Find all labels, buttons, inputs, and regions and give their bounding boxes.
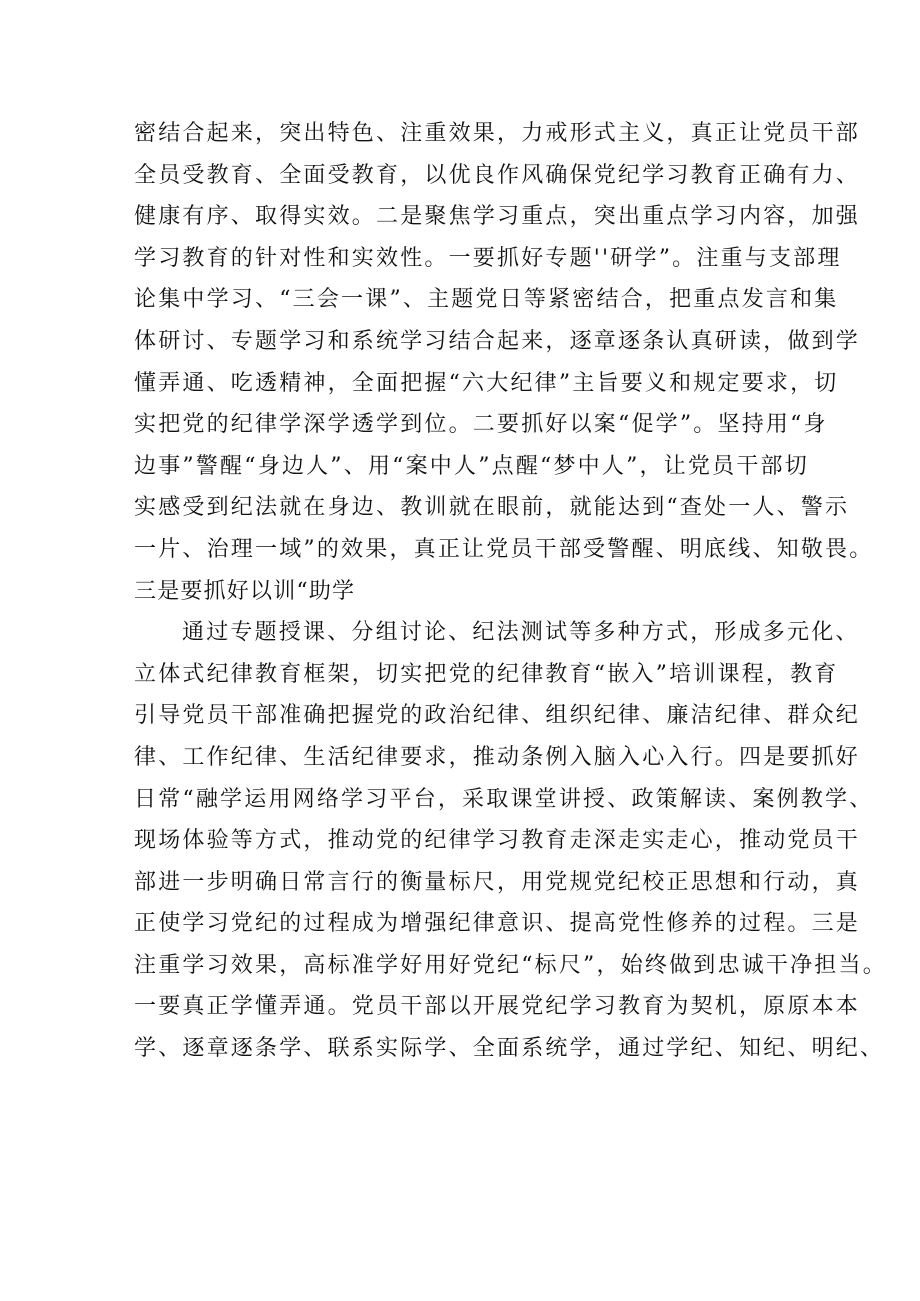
text-line: 实感受到纪法就在身边、教训就在眼前，就能达到“查处一人、警示 xyxy=(134,495,850,521)
text-line: 正使学习党纪的过程成为增强纪律意识、提高党性修养的过程。三是 xyxy=(134,911,861,937)
text-line: 日常“融学运用网络学习平台，采取课堂讲授、政策解读、案例教学、 xyxy=(134,786,874,812)
text-line: 一要真正学懂弄通。党员干部以开展党纪学习教育为契机，原原本本 xyxy=(134,994,861,1020)
text-line: 三是要抓好以训“助学 xyxy=(134,578,356,604)
text-line: 现场体验等方式，推动党的纪律学习教育走深走实走心，推动党员干 xyxy=(134,828,861,854)
text-line: 律、工作纪律、生活纪律要求，推动条例入脑入心入行。四是要抓好 xyxy=(134,744,861,770)
text-line: 健康有序、取得实效。二是聚焦学习重点，突出重点学习内容，加强 xyxy=(134,204,861,230)
text-line: 注重学习效果，高标准学好用好党纪“标尺”，始终做到忠诚干净担当。 xyxy=(134,952,887,978)
text-line: 引导党员干部准确把握党的政治纪律、组织纪律、廉洁纪律、群众纪 xyxy=(134,703,861,729)
text-line: 论集中学习、“三会一课”、主题党日等紧密结合，把重点发言和集 xyxy=(134,287,839,313)
text-line: 部进一步明确日常言行的衡量标尺，用党规党纪校正思想和行动，真 xyxy=(134,869,861,895)
text-line: 实把党的纪律学深学透学到位。二要抓好以案“促学”。坚持用“身 xyxy=(134,412,828,438)
text-line: 密结合起来，突出特色、注重效果，力戒形式主义，真正让党员干部 xyxy=(134,121,861,146)
text-line: 学、逐章逐条学、联系实际学、全面系统学，通过学纪、知纪、明纪、 xyxy=(134,1036,885,1062)
text-line: 体研讨、专题学习和系统学习结合起来，逐章逐条认真研读，做到学 xyxy=(134,328,861,354)
text-line: 学习教育的针对性和实效性。一要抓好专题''研学”。注重与支部理 xyxy=(134,245,842,271)
text-line: 全员受教育、全面受教育，以优良作风确保党纪学习教育正确有力、 xyxy=(134,162,861,188)
document-body xyxy=(134,113,887,1070)
text-line: 立体式纪律教育框架，切实把党的纪律教育“嵌入”培训课程，教育 xyxy=(134,661,839,687)
text-line: 一片、治理一域”的效果，真正让党员干部受警醒、明底线、知敬畏。 xyxy=(134,536,874,562)
paragraph-first-line: 通过专题授课、分组讨论、纪法测试等多种方式，形成多元化、 xyxy=(182,620,860,646)
text-line: 边事”警醒“身边人”、用“案中人”点醒“梦中人”，让党员干部切 xyxy=(134,453,809,479)
text-line: 懂弄通、吃透精神，全面把握“六大纪律”主旨要义和规定要求，切 xyxy=(134,370,839,396)
